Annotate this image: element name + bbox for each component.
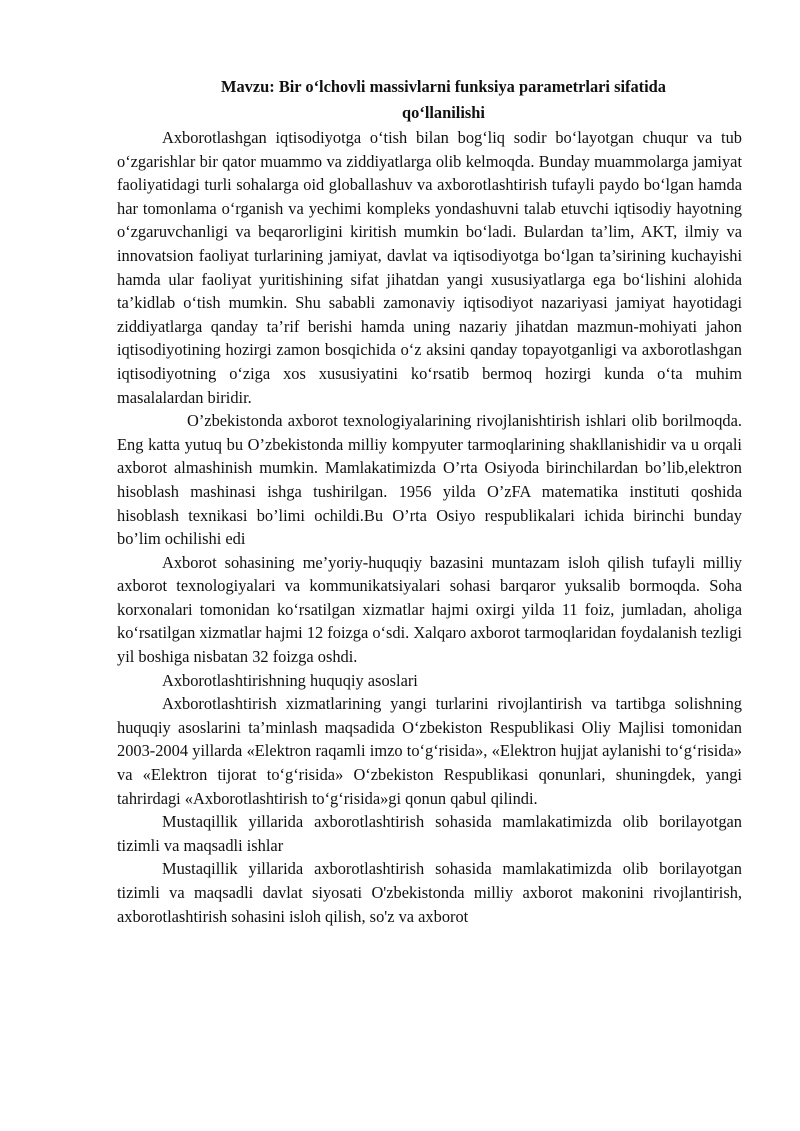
- document-body: [117, 74, 742, 928]
- paragraph-intro: Axborotlashgan iqtisodiyotga o‘tish bilan bog‘liq sodir bo‘layotgan chuqur va tub o‘zgarishlar bir qator muammo va ziddiyatlarga olib kelmoqda. Bunday muammolarga jamiyat faoliyatidagi turli sohalarga oid globallashuv va axborotlashtirish tufayli paydo bo‘lgan hamda har tomonlama o‘rganish va yechimi kompleks yondashuvni talab etuvchi iqtisodiy hayotning o‘zgaruvchanligi va beqarorligini kiritish mumkin bo‘ladi. Bulardan ta’lim, AKT, ilmiy va innovatsion faoliyat turlarining jamiyat, davlat va iqtisodiyotga bo‘lgan ta’sirining kuchayishi hamda ular faoliyat yuritishining sifat jihatdan yangi xususiyatlarga ega bo‘lishini alohida ta’kidlab o‘tish mumkin. Shu sababli zamonaviy iqtisodiyot nazariyasi jamiyat hayotidagi ziddiyatlarga qanday ta’rif berishi hamda uning nazariy jihatdan mazmun-mohiyati jahon iqtisodiyotining hozirgi zamon bosqichida o‘z aksini qanday topayotganligi va axborotlashgan iqtisodiyotning o‘ziga xos xususiyatini ko‘rsatib bermoq hozirgi kunda o‘ta muhim masalalardan biridir.: [117, 128, 742, 407]
- title-line-1: Mavzu: Bir o‘lchovli massivlarni funksiya parametrlari sifatida: [221, 77, 666, 96]
- paragraph-laws: Axborotlashtirish xizmatlarining yangi turlarini rivojlantirish va tartibga solishning huquqiy asoslarini ta’minlash maqsadida O‘zbekiston Respublikasi Oliy Majlisi tomonidan 2003-2004 yillarda «Elektron raqamli imzo to‘g‘risida», «Elektron hujjat aylanishi to‘g‘risida» va «Elektron tijorat to‘g‘risida» O‘zbekiston Respublikasi qonunlari, shuningdek, yangi tahrirdagi «Axborotlashtirish to‘g‘risida»gi qonun qabul qilindi.: [117, 694, 742, 808]
- paragraph-legal-base: Axborot sohasining me’yoriy-huquqiy bazasini muntazam isloh qilish tufayli milliy axborot texnologiyalari va kommunikatsiyalari sohasi barqaror yuksalib bormoqda. Soha korxonalari tomonidan ko‘rsatilgan xizmatlar hajmi oxirgi yilda 11 foiz, jumladan, aholiga ko‘rsatilgan xizmatlar hajmi 12 foizga o‘sdi. Xalqaro axborot tarmoqlaridan foydalanish tezligi yil boshiga nisbatan 32 foizga oshdi.: [117, 552, 742, 667]
- section-heading-legal: Axborotlashtirishning huquqiy asoslari: [162, 670, 418, 690]
- title-line-2: qo‘llanilishi: [402, 103, 485, 122]
- paragraph-uzbekistan-it: O’zbekistonda axborot texnologiyalarining rivojlanishtirish ishlari olib borilmoqda. Eng katta yutuq bu O’zbekistonda milliy kompyuter tarmoqlarining shakllanishidir va u orqali axborot almashinish mumkin. Mamlakatimizda O’rta Osiyoda birinchilardan bo’lib,elektron hisoblash mashinasi ishga tushirilgan. 1956 yilda O’zFA matematika instituti qoshida hisoblash texnikasi bo’limi ochildi.Bu O’rta Osiyo respublikalari ichida birinchi bunday bo’lim ochilishi edi: [117, 411, 742, 549]
- document-title: [117, 74, 742, 126]
- paragraph-independence-policy: Mustaqillik yillarida axborotlashtirish sohasida mamlakatimizda olib borilayotgan tizimli va maqsadli davlat siyosati O'zbekistonda milliy axborot makonini rivojlantirish, axborotlashtirish sohasini isloh qilish, so'z va axborot: [117, 859, 742, 926]
- paragraph-independence-short: Mustaqillik yillarida axborotlashtirish sohasida mamlakatimizda olib borilayotgan tizimli va maqsadli ishlar: [117, 812, 742, 855]
